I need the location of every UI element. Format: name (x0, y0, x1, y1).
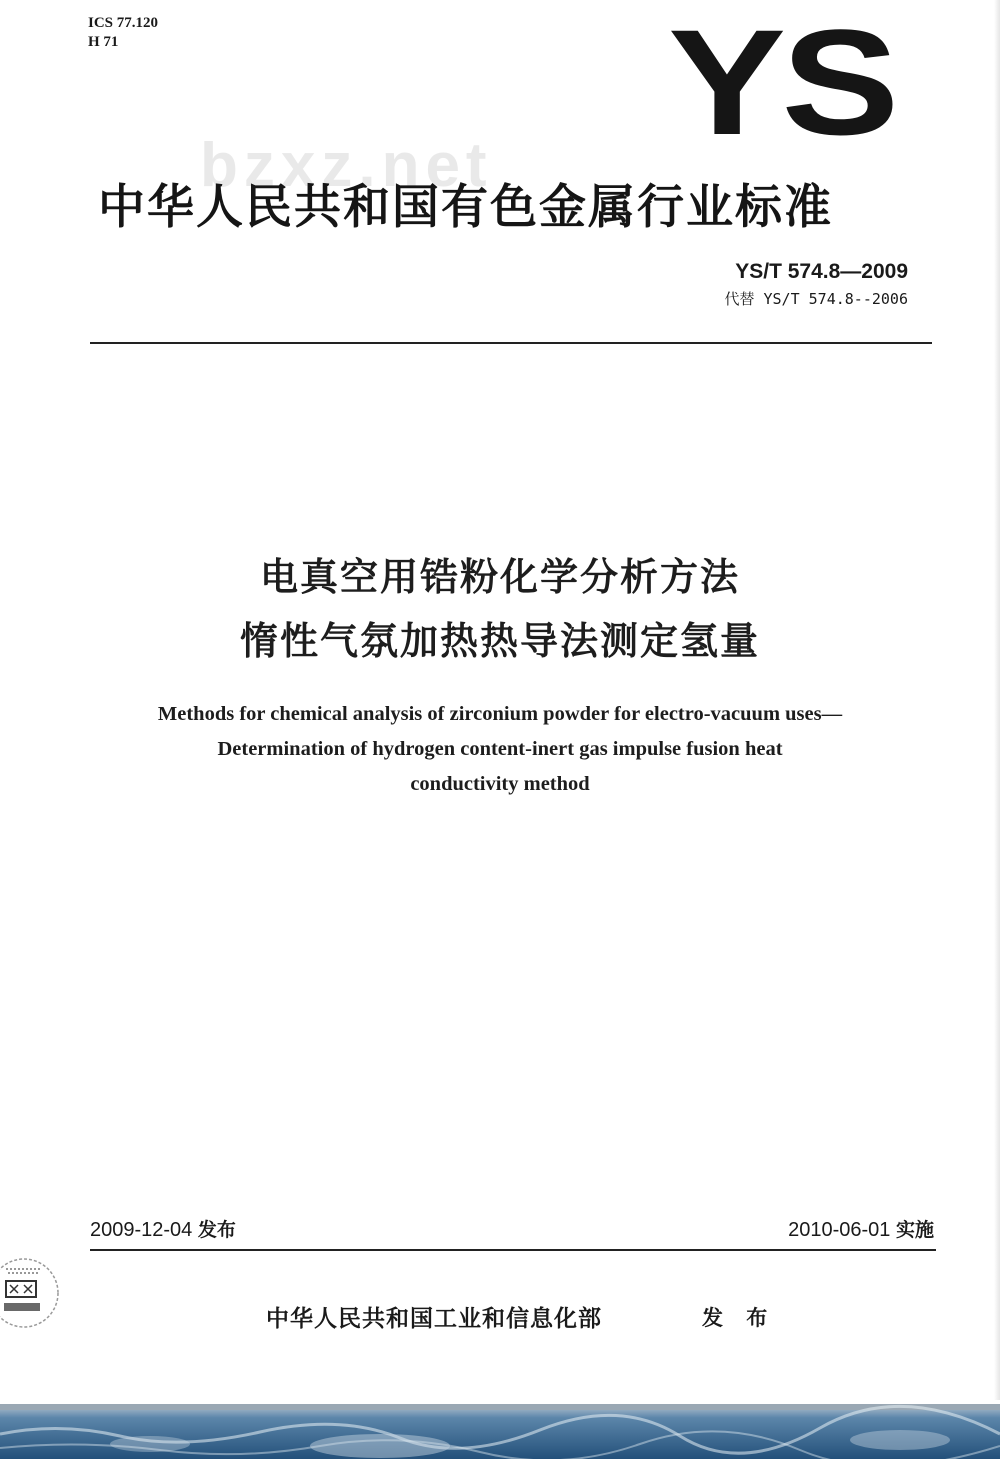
footer-divider (90, 1249, 936, 1251)
ccs-code: H 71 (88, 34, 119, 50)
implement-date-block (788, 1215, 934, 1242)
publisher-stamp (0, 1255, 62, 1331)
replaces-code: 代替 YS/T 574.8--2006 (724, 290, 908, 308)
page-edge (994, 0, 1000, 1400)
chinese-title-line-1: 电真空用锆粉化学分析方法 (259, 555, 740, 599)
standard-title: 中华人民共和国有色金属行业标准 (98, 180, 833, 235)
english-title (0, 697, 1000, 802)
publish-label: 发 布 (702, 1306, 776, 1330)
ys-logo: YS (668, 0, 895, 166)
standard-code: YS/T 574.8—2009 (735, 260, 908, 283)
english-title-line-2: Determination of hydrogen content-inert gas impulse fusion heat (217, 738, 783, 760)
issue-date: 2009-12-04 (90, 1219, 193, 1241)
english-title-line-3: conductivity method (410, 773, 590, 795)
decorative-band (0, 1404, 1000, 1459)
watermark: bzxz.net (200, 131, 493, 200)
chinese-title-line-2: 惰性气氛加热热导法测定氢量 (239, 619, 760, 663)
implement-label: 实施 (895, 1219, 934, 1241)
header-divider (90, 342, 932, 344)
issue-label: 发布 (197, 1219, 236, 1241)
publisher-name: 中华人民共和国工业和信息化部 (266, 1306, 602, 1332)
ics-code: ICS 77.120 (88, 15, 159, 31)
implement-date: 2010-06-01 (788, 1219, 891, 1241)
issue-date-block (90, 1215, 236, 1242)
english-title-line-1: Methods for chemical analysis of zirconium powder for electro-vacuum uses— (157, 703, 843, 725)
classification-codes (88, 14, 158, 52)
